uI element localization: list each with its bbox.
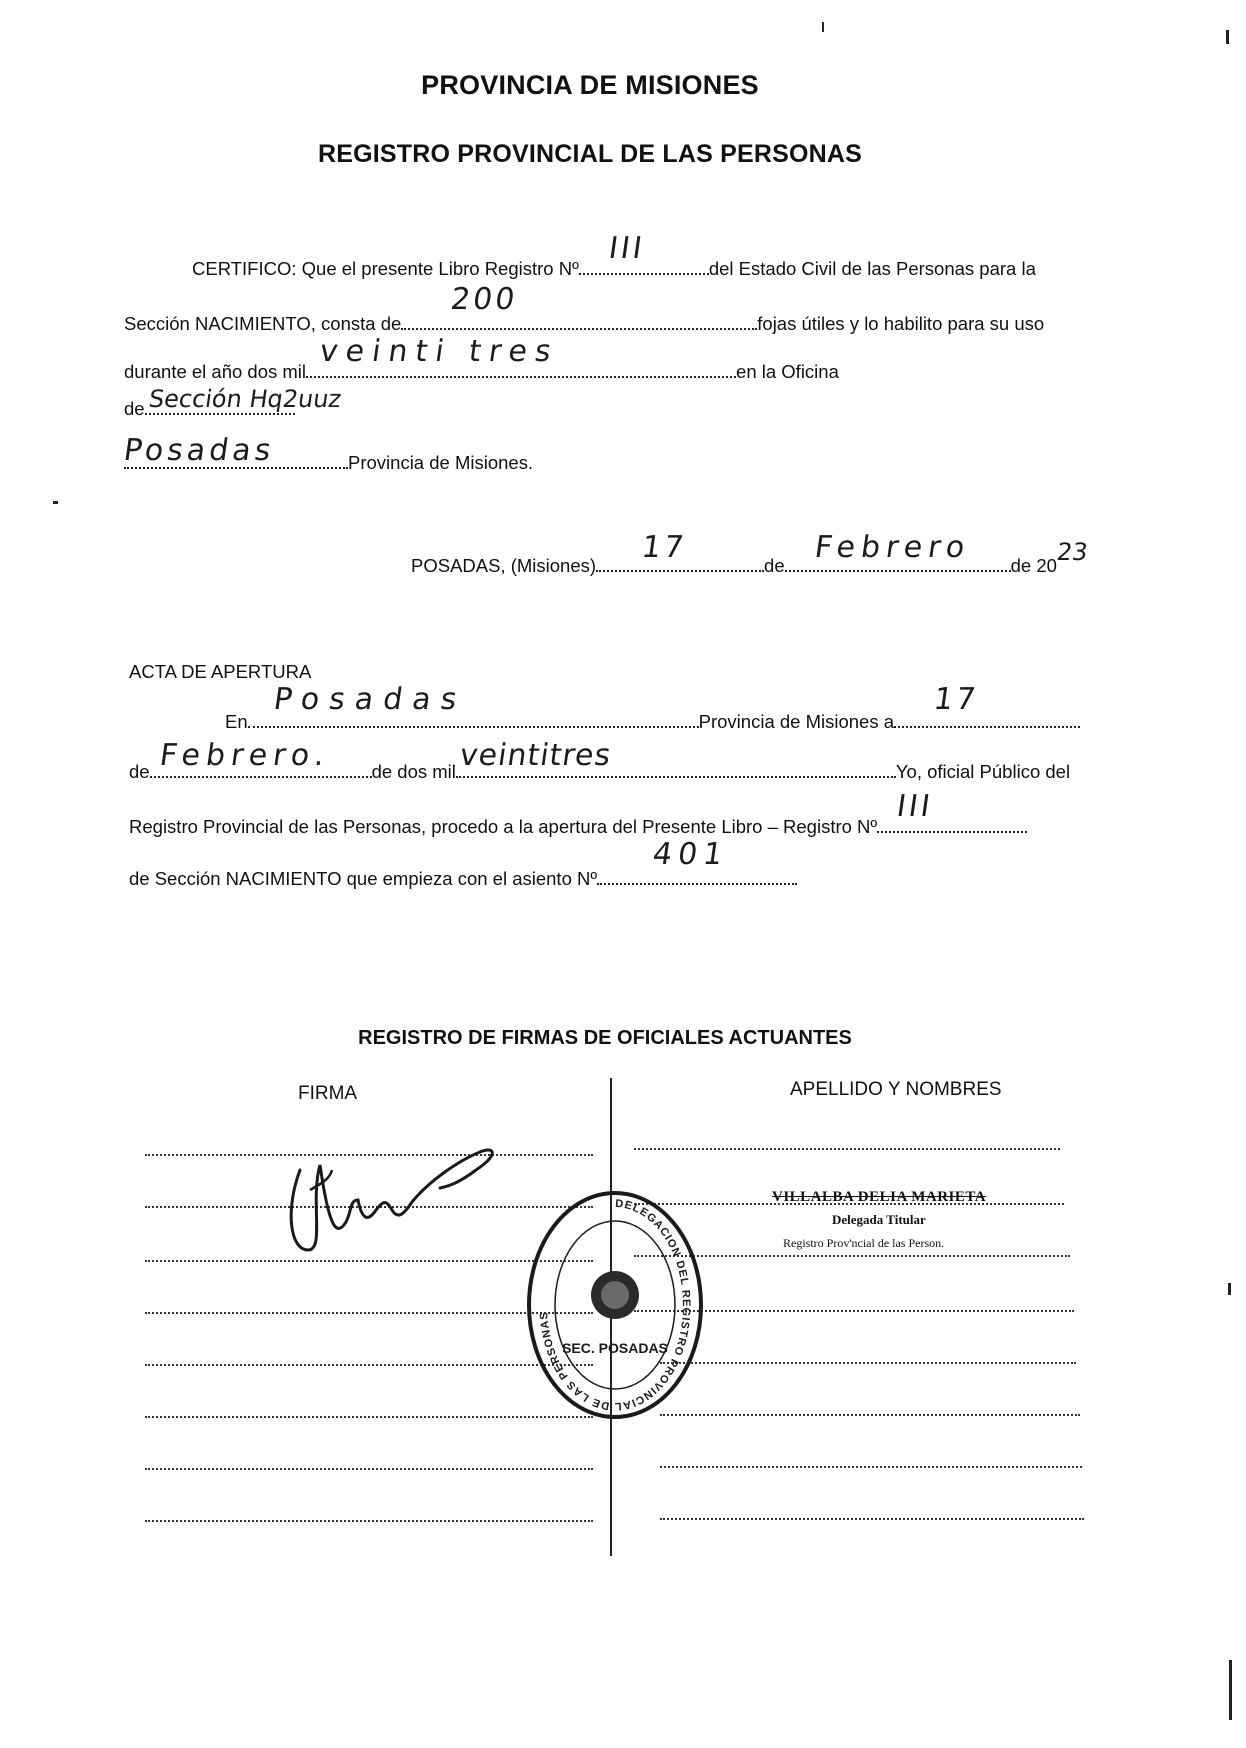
acta-line-3 <box>129 789 1027 838</box>
acta-title: ACTA DE APERTURA <box>129 661 312 682</box>
cert-line2-text-a: Sección NACIMIENTO, consta de <box>124 313 402 334</box>
scan-mark <box>53 501 58 504</box>
localidad-handwritten: Posadas <box>121 433 277 468</box>
acta-line-4 <box>129 837 797 890</box>
nombre-line <box>660 1414 1080 1416</box>
dia-handwritten: 17 <box>639 530 689 565</box>
firma-line <box>145 1520 593 1522</box>
libro-num-field <box>579 231 709 275</box>
acta-asiento-handwritten: 401 <box>650 837 731 872</box>
registry-title: REGISTRO PROVINCIAL DE LAS PERSONAS <box>317 140 863 168</box>
scan-mark <box>1228 1283 1231 1295</box>
anio2-field <box>1054 538 1091 572</box>
libro-num-handwritten: III <box>606 231 647 266</box>
date-text-c: de 20 <box>1010 555 1057 576</box>
handwritten-signature <box>280 1130 520 1290</box>
mes-handwritten: Febrero <box>812 530 973 565</box>
cert-line-4 <box>124 385 343 420</box>
nombre-line <box>634 1148 1060 1150</box>
acta-l1-text-b: Provincia de Misiones a <box>698 711 895 732</box>
cert-line3-text-b: en la Oficina <box>736 361 839 382</box>
oficina-field <box>145 385 343 415</box>
dia-field <box>596 530 764 572</box>
acta-l4-text-a: de Sección NACIMIENTO que empieza con el asiento Nº <box>129 868 598 889</box>
cert-line4-text-a: de <box>124 398 145 419</box>
acta-en-field <box>248 682 699 728</box>
province-title: PROVINCIA DE MISIONES <box>421 70 759 100</box>
acta-libro-handwritten: III <box>894 789 936 824</box>
cert-line5-text-b: Provincia de Misiones. <box>348 452 534 473</box>
mes-field <box>785 530 1011 572</box>
col-nombres-header: APELLIDO Y NOMBRES <box>790 1079 1002 1100</box>
acta-l2-text-a: de <box>129 761 150 782</box>
acta-anio-handwritten: veintitres <box>457 738 614 773</box>
cert-line2-text-b: fojas útiles y lo habilito para su uso <box>757 313 1045 334</box>
acta-mes-handwritten: Febrero. <box>157 738 333 773</box>
registry-seal <box>520 1185 710 1425</box>
acta-asiento-field <box>597 837 797 885</box>
cert-date-line <box>411 530 1091 577</box>
acta-line-2 <box>129 738 1071 783</box>
firma-line <box>145 1468 593 1470</box>
nombre-line <box>660 1466 1082 1468</box>
anio2-handwritten: 23 <box>1054 538 1090 566</box>
nombre-line <box>660 1518 1084 1520</box>
cert-line1-text-a: CERTIFICO: Que el presente Libro Registro Nº <box>192 258 579 279</box>
official-role: Delegada Titular <box>832 1212 926 1227</box>
acta-line-1 <box>225 682 1080 733</box>
date-text-a: POSADAS, (Misiones) <box>411 555 597 576</box>
anio-handwritten: veinti tres <box>317 334 562 369</box>
acta-dia-handwritten: 17 <box>931 682 981 717</box>
oficina-handwritten: Sección Hq2uuz <box>146 385 343 413</box>
cert-line-5 <box>121 433 534 474</box>
scan-mark <box>1229 1660 1232 1720</box>
acta-l3-text-a: Registro Provincial de las Personas, procedo a la apertura del Presente Libro – Registro Nº <box>129 816 878 837</box>
acta-l2-text-b: de dos mil <box>371 761 456 782</box>
cert-line-2 <box>124 282 1045 335</box>
col-firma-header: FIRMA <box>298 1083 358 1104</box>
cert-line-1 <box>192 231 1036 280</box>
scan-mark <box>822 22 824 32</box>
acta-dia-field <box>894 682 1080 728</box>
acta-libro-field <box>877 789 1027 833</box>
localidad-field <box>121 433 348 469</box>
date-text-b: de <box>764 555 785 576</box>
official-name: VILLALBA DELIA MARIETA <box>772 1189 987 1205</box>
acta-en-handwritten: Posadas <box>271 682 469 717</box>
anio-field <box>306 334 736 378</box>
fojas-field <box>401 282 757 330</box>
cert-line3-text-a: durante el año dos mil <box>124 361 307 382</box>
acta-mes-field <box>150 738 372 778</box>
fojas-handwritten: 200 <box>448 282 520 317</box>
seal-outer-text: DELEGACION DEL REGISTRO PROVINCIAL DE LAS PERSONAS <box>538 1197 692 1413</box>
firmas-title: REGISTRO DE FIRMAS DE OFICIALES ACTUANTES <box>358 1027 852 1049</box>
acta-l1-text-a: En <box>225 711 248 732</box>
cert-line-3 <box>124 334 839 383</box>
acta-l2-text-c: Yo, oficial Público del <box>895 761 1071 782</box>
official-office: Registro Prov'ncial de las Person. <box>783 1236 945 1250</box>
nombre-line <box>660 1362 1076 1364</box>
scan-mark <box>1226 30 1229 44</box>
seal-inner-text: SEC. POSADAS <box>562 1340 668 1356</box>
acta-anio-field <box>456 738 896 778</box>
cert-line1-text-b: del Estado Civil de las Personas para la <box>708 258 1036 279</box>
